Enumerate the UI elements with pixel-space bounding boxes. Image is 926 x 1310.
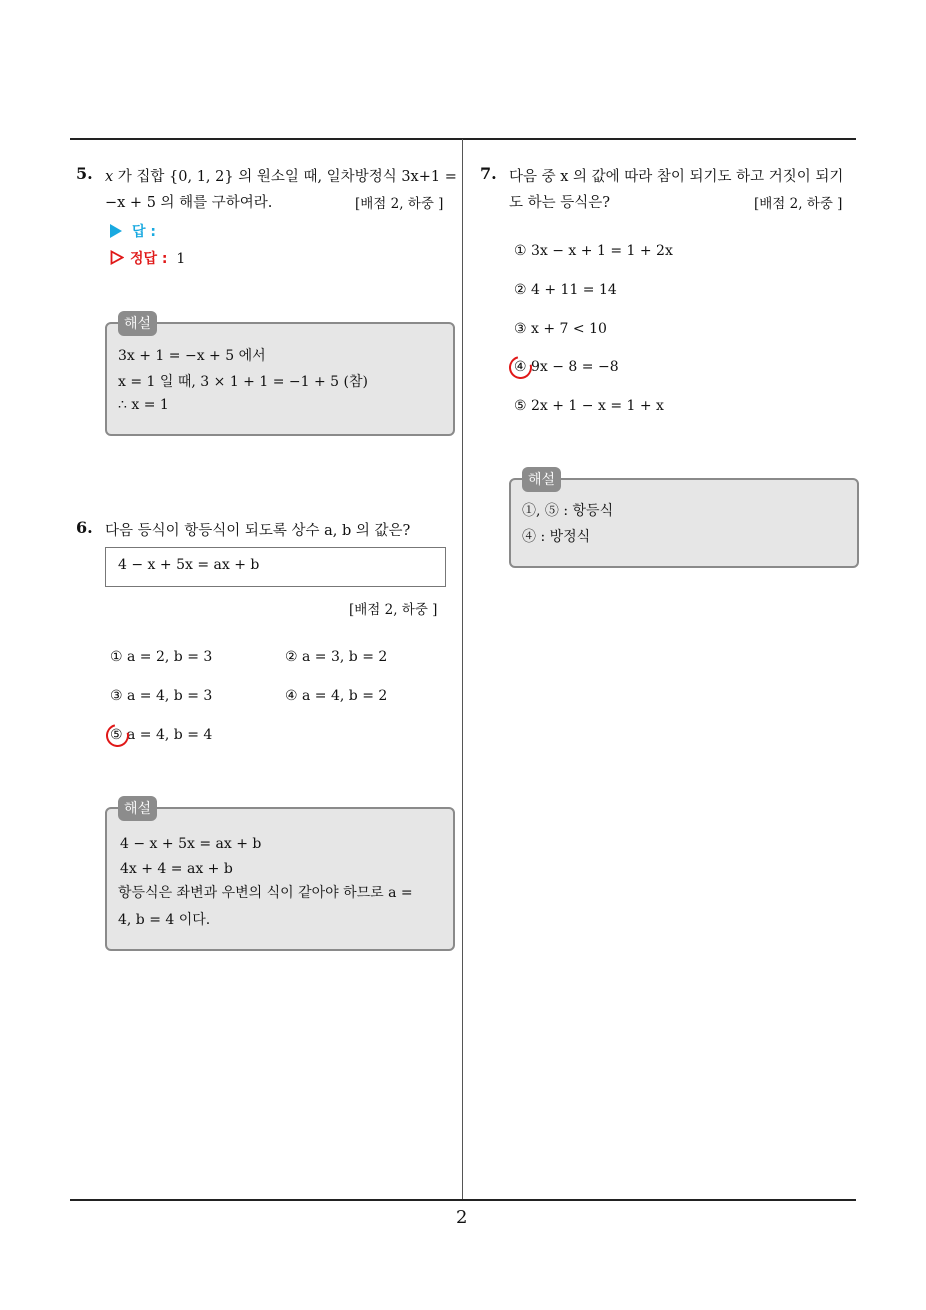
- q5-solution-tab: 해설: [118, 311, 157, 336]
- q6-solution-line-3: 항등식은 좌변과 우변의 식이 같아야 하므로 a =: [118, 885, 413, 901]
- q7-choice-3[interactable]: ③ x + 7 < 10: [514, 321, 607, 337]
- q7-solution-line-1: ①, ⑤ : 항등식: [522, 503, 614, 519]
- q5-solution-line-3: ∴ x = 1: [118, 397, 169, 413]
- q7-text-line1: 다음 중 x 의 값에 따라 참이 되기도 하고 거짓이 되기: [509, 169, 844, 185]
- q7-choice-4[interactable]: ④ 9x − 8 = −8: [514, 359, 619, 375]
- q6-solution-tab: 해설: [118, 796, 157, 821]
- q6-equation: 4 − x + 5x = ax + b: [118, 557, 260, 573]
- q6-marked-answer-circle: [102, 720, 133, 751]
- q7-text-line2: 도 하는 등식은?: [509, 195, 611, 211]
- q7-solution-line-2: ④ : 방정식: [522, 529, 591, 545]
- q5-solution-line-2: x = 1 일 때, 3 × 1 + 1 = −1 + 5 (참): [118, 374, 368, 390]
- q6-solution-line-4: 4, b = 4 이다.: [118, 912, 211, 928]
- q7-choice-1[interactable]: ① 3x − x + 1 = 1 + 2x: [514, 243, 673, 259]
- q7-choice-5[interactable]: ⑤ 2x + 1 − x = 1 + x: [514, 398, 664, 414]
- q5-correct-value: 1: [176, 251, 186, 267]
- page-number: 2: [456, 1207, 468, 1228]
- q7-solution-tab: 해설: [522, 467, 561, 492]
- q6-choice-5[interactable]: ⑤ a = 4, b = 4: [110, 727, 213, 743]
- q6-number: 6.: [76, 518, 93, 537]
- q7-solution-box: [509, 478, 859, 568]
- q5-correct-label: 정답 :: [130, 251, 168, 267]
- q7-choice-2[interactable]: ② 4 + 11 = 14: [514, 282, 617, 298]
- top-rule: [70, 138, 856, 140]
- q6-solution-line-1: 4 − x + 5x = ax + b: [120, 836, 262, 852]
- q6-choice-2[interactable]: ② a = 3, b = 2: [285, 649, 388, 665]
- q5-correct-row: [110, 248, 185, 268]
- q7-score: [배점 2, 하중 ]: [754, 196, 843, 212]
- column-divider: [462, 139, 463, 1201]
- q5-answer-label: 답 :: [132, 224, 156, 240]
- q6-solution-line-2: 4x + 4 = ax + b: [120, 861, 233, 877]
- q5-text-line1: [105, 165, 457, 186]
- q6-score: [배점 2, 하중 ]: [349, 602, 438, 618]
- q6-solution-box: [105, 807, 455, 951]
- q6-choice-4[interactable]: ④ a = 4, b = 2: [285, 688, 388, 704]
- q5-answer-row: [110, 221, 156, 241]
- q7-marked-answer-circle: [505, 352, 536, 383]
- q7-number: 7.: [480, 164, 497, 183]
- filled-triangle-icon: [110, 224, 122, 238]
- q6-question: 다음 등식이 항등식이 되도록 상수 a, b 의 값은?: [105, 523, 411, 539]
- q5-number: 5.: [76, 164, 93, 183]
- open-triangle-icon: [110, 250, 124, 265]
- q5-score: [배점 2, 하중 ]: [355, 196, 444, 212]
- q5-var-x: x: [105, 169, 114, 185]
- q5-solution-line-1: 3x + 1 = −x + 5 에서: [118, 348, 266, 364]
- q6-choice-1[interactable]: ① a = 2, b = 3: [110, 649, 213, 665]
- bottom-rule: [70, 1199, 856, 1201]
- q5-text-line2: −x + 5 의 해를 구하여라.: [105, 195, 273, 211]
- q6-choice-3[interactable]: ③ a = 4, b = 3: [110, 688, 213, 704]
- q5-line1-rest: 가 집합 {0, 1, 2} 의 원소일 때, 일차방정식 3x+1 =: [113, 169, 457, 185]
